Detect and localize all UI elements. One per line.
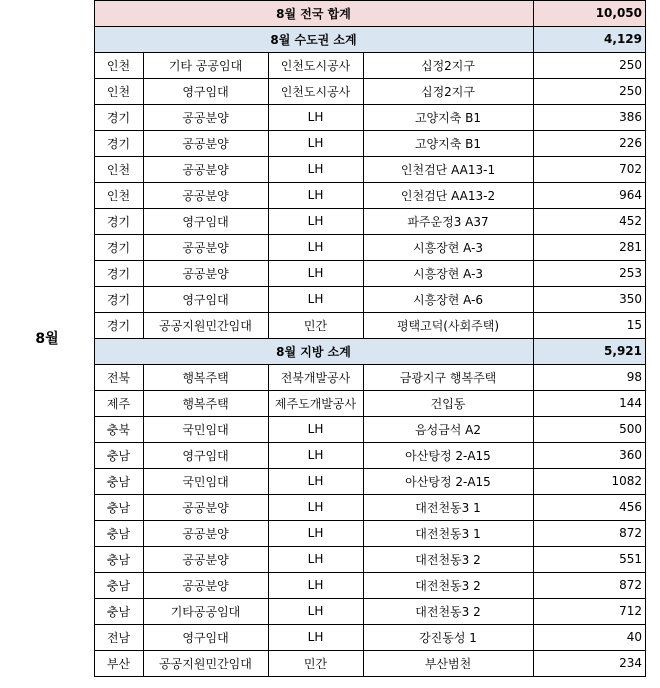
grid-line [363,208,364,235]
grid-line [533,260,534,287]
grid-line [268,572,269,599]
table-row-region: 인천 [106,84,131,99]
grid-line [363,572,364,599]
table-row-units: 872 [619,526,642,540]
grid-line [268,156,269,183]
table-row-site: 대전천동3 1 [415,500,481,515]
table-row-agency: 민간 [303,318,328,333]
month-label: 8월 [35,331,59,347]
table-row-units: 281 [619,240,642,254]
grid-line [363,520,364,547]
table-row-site: 시흥장현 A-6 [412,292,484,307]
grid-line [143,416,144,443]
table-row-units: 452 [619,214,642,228]
table-row-site: 대전천동3 1 [415,526,481,541]
table-row-type: 영구임대 [182,292,229,307]
capital-subtotal-label: 8월 수도권 소계 [270,32,357,47]
grid-line [363,598,364,625]
table-row-agency: LH [307,214,324,228]
national-total-value: 10,050 [595,6,642,20]
table-row-agency: 인천도시공사 [280,58,351,73]
grid-line [363,364,364,391]
table-row-region: 전남 [106,630,131,645]
grid-line [363,416,364,443]
table-row-units: 350 [619,292,642,306]
grid-line [94,364,646,365]
grid-line [94,624,646,625]
table-row-type: 공공분양 [182,136,229,151]
table-row-units: 500 [619,422,642,436]
grid-line [143,260,144,287]
grid-line [533,286,534,313]
grid-line [363,494,364,521]
grid-line [143,624,144,651]
grid-line [94,104,646,105]
table-row-type: 행복주택 [182,396,229,411]
grid-line [268,390,269,417]
national-total-label: 8월 전국 합계 [276,6,351,21]
table-row-site: 시흥장현 A-3 [412,266,484,281]
table-row-type: 공공분양 [182,578,229,593]
table-row-agency: LH [307,188,324,202]
table-row-agency: 인천도시공사 [280,84,351,99]
table-row-region: 인천 [106,162,131,177]
grid-line [533,572,534,599]
table-row-type: 공공분양 [182,162,229,177]
grid-line [533,468,534,495]
table-row-units: 226 [619,136,642,150]
table-row-agency: LH [307,526,324,540]
grid-line [363,442,364,469]
grid-line [94,676,646,677]
grid-line [94,52,646,53]
table-row-region: 부산 [106,656,131,671]
grid-line [143,156,144,183]
table-row-site: 고양지축 B1 [414,110,482,125]
table-row-type: 공공분양 [182,110,229,125]
table-row-site: 금광지구 행복주택 [399,370,497,385]
table-row-units: 360 [619,448,642,462]
table-row-units: 1082 [611,474,642,488]
grid-line [363,624,364,651]
table-row-units: 98 [626,370,642,384]
table-row-region: 충남 [106,474,131,489]
table-row-agency: LH [307,578,324,592]
grid-line [268,520,269,547]
table-row-units: 872 [619,578,642,592]
table-row-type: 영구임대 [182,630,229,645]
table-row-type: 국민임대 [182,474,229,489]
grid-line [143,78,144,105]
table-row-agency: LH [307,630,324,644]
table-row-region: 인천 [106,188,131,203]
grid-line [533,104,534,131]
table-row-agency: LH [307,110,324,124]
grid-line [94,390,646,391]
grid-line [533,156,534,183]
table-row-type: 공공지원민간임대 [159,656,252,671]
grid-line [94,234,646,235]
table-row-units: 386 [619,110,642,124]
table-row-site: 건입동 [430,396,466,411]
table-row-region: 전북 [106,370,131,385]
grid-line [268,598,269,625]
grid-line [363,286,364,313]
table-row-site: 아산탕정 2-A15 [405,448,491,463]
grid-line [363,52,364,79]
table-row-type: 공공지원민간임대 [159,318,252,333]
grid-line [363,390,364,417]
table-row-units: 712 [619,604,642,618]
table-row-type: 국민임대 [182,422,229,437]
table-row-type: 행복주택 [182,370,229,385]
table-row-site: 십정2지구 [420,58,475,73]
table-row-type: 기타 공공임대 [168,58,243,73]
grid-line [143,546,144,573]
grid-line [268,494,269,521]
grid-line [363,104,364,131]
grid-line [94,78,646,79]
grid-line [94,494,646,495]
grid-line [533,650,534,677]
grid-line [363,312,364,339]
table-row-agency: LH [307,474,324,488]
grid-line [533,520,534,547]
table-row-region: 충남 [106,578,131,593]
table-row-site: 십정2지구 [420,84,475,99]
grid-line [143,390,144,417]
table-row-type: 공공분양 [182,526,229,541]
grid-line [94,130,646,131]
grid-line [533,208,534,235]
grid-line [94,182,646,183]
grid-line [533,416,534,443]
grid-line [268,468,269,495]
grid-line [533,494,534,521]
grid-line [268,442,269,469]
table-row-type: 영구임대 [182,214,229,229]
table-row-type: 영구임대 [182,448,229,463]
table-row-units: 551 [619,552,642,566]
table-row-region: 경기 [106,136,131,151]
grid-line [94,416,646,417]
grid-line [94,156,646,157]
table-row-agency: LH [307,240,324,254]
table-row-region: 경기 [106,266,131,281]
grid-line [363,260,364,287]
grid-line [143,442,144,469]
table-row-units: 234 [619,656,642,670]
grid-line [533,78,534,105]
grid-line [94,442,646,443]
table-row-type: 공공분양 [182,240,229,255]
grid-line [94,260,646,261]
grid-line [268,208,269,235]
table-row-units: 15 [626,318,642,332]
grid-line [94,0,95,677]
grid-line [94,338,646,339]
grid-line [533,312,534,339]
table-row-type: 공공분양 [182,188,229,203]
grid-line [533,338,534,365]
grid-line [533,598,534,625]
table-row-agency: 민간 [303,656,328,671]
table-row-region: 인천 [106,58,131,73]
grid-line [533,52,534,79]
table-row-site: 시흥장현 A-3 [412,240,484,255]
table-row-agency: LH [307,162,324,176]
grid-line [143,468,144,495]
table-row-units: 456 [619,500,642,514]
table-row-type: 영구임대 [182,84,229,99]
table-row-type: 공공분양 [182,552,229,567]
capital-subtotal-value: 4,129 [604,32,642,46]
grid-line [143,520,144,547]
grid-line [268,260,269,287]
table-row-site: 부산범천 [424,656,472,671]
table-row-site: 파주운정3 A37 [407,214,489,229]
grid-line [94,598,646,599]
table-row-site: 음성금석 A2 [414,422,482,437]
grid-line [363,78,364,105]
regional-subtotal-label: 8월 지방 소계 [276,344,351,359]
grid-line [143,52,144,79]
grid-line [533,234,534,261]
grid-line [94,650,646,651]
grid-line [143,572,144,599]
grid-line [533,130,534,157]
table-row-site: 고양지축 B1 [414,136,482,151]
grid-line [143,208,144,235]
grid-line [268,52,269,79]
table-row-region: 경기 [106,292,131,307]
table-row-site: 인천검단 AA13-1 [400,162,496,177]
grid-line [94,468,646,469]
table-row-agency: LH [307,448,324,462]
table-row-region: 충북 [106,422,131,437]
grid-line [533,182,534,209]
table-row-agency: LH [307,266,324,280]
table-row-region: 제주 [106,396,131,411]
grid-line [645,0,646,677]
grid-line [268,130,269,157]
grid-line [268,624,269,651]
grid-line [268,182,269,209]
grid-line [268,234,269,261]
grid-line [94,208,646,209]
grid-line [268,104,269,131]
table-row-region: 충남 [106,500,131,515]
table-row-agency: LH [307,136,324,150]
table-row-agency: LH [307,500,324,514]
table-row-region: 경기 [106,110,131,125]
grid-line [268,546,269,573]
grid-line [143,286,144,313]
grid-line [268,650,269,677]
table-row-units: 702 [619,162,642,176]
grid-line [363,234,364,261]
table-row-agency: LH [307,422,324,436]
grid-line [268,364,269,391]
grid-line [363,130,364,157]
table-row-agency: LH [307,292,324,306]
regional-subtotal-value: 5,921 [604,344,642,358]
grid-line [363,546,364,573]
grid-line [363,650,364,677]
table-row-agency: 전북개발공사 [280,370,351,385]
grid-line [143,234,144,261]
grid-line [533,624,534,651]
grid-line [363,468,364,495]
table-row-site: 아산탕정 2-A15 [405,474,491,489]
table-row-agency: LH [307,552,324,566]
table-row-site: 평택고덕(사회주택) [396,318,500,333]
table-row-units: 144 [619,396,642,410]
grid-line [94,572,646,573]
table-row-region: 충남 [106,448,131,463]
grid-line [268,78,269,105]
table-row-region: 경기 [106,240,131,255]
table-row-units: 250 [619,58,642,72]
grid-line [94,0,646,1]
table-row-region: 충남 [106,552,131,567]
grid-line [268,416,269,443]
table-row-site: 대전천동3 2 [415,552,481,567]
grid-line [94,520,646,521]
table-row-units: 250 [619,84,642,98]
grid-line [268,286,269,313]
table-row-site: 대전천동3 2 [415,604,481,619]
table-row-units: 40 [626,630,642,644]
grid-line [94,312,646,313]
grid-line [143,650,144,677]
grid-line [268,312,269,339]
grid-line [94,26,646,27]
grid-line [533,546,534,573]
table-row-region: 충남 [106,526,131,541]
grid-line [94,546,646,547]
grid-line [533,26,534,53]
table-row-region: 충남 [106,604,131,619]
table-row-agency: 제주도개발공사 [274,396,357,411]
grid-line [363,182,364,209]
grid-line [143,312,144,339]
table-row-site: 대전천동3 2 [415,578,481,593]
grid-line [533,364,534,391]
grid-line [363,156,364,183]
grid-line [533,0,534,27]
table-row-region: 경기 [106,214,131,229]
table-row-type: 공공분양 [182,266,229,281]
grid-line [143,364,144,391]
table-row-site: 강진동성 1 [419,630,477,645]
grid-line [143,182,144,209]
table-row-site: 인천검단 AA13-2 [400,188,496,203]
grid-line [143,130,144,157]
table-row-units: 964 [619,188,642,202]
grid-line [533,390,534,417]
grid-line [143,104,144,131]
table-row-type: 기타공공임대 [170,604,241,619]
table-row-units: 253 [619,266,642,280]
grid-line [533,442,534,469]
grid-line [143,494,144,521]
grid-line [143,598,144,625]
table-row-agency: LH [307,604,324,618]
grid-line [94,286,646,287]
table-row-type: 공공분양 [182,500,229,515]
table-row-region: 경기 [106,318,131,333]
